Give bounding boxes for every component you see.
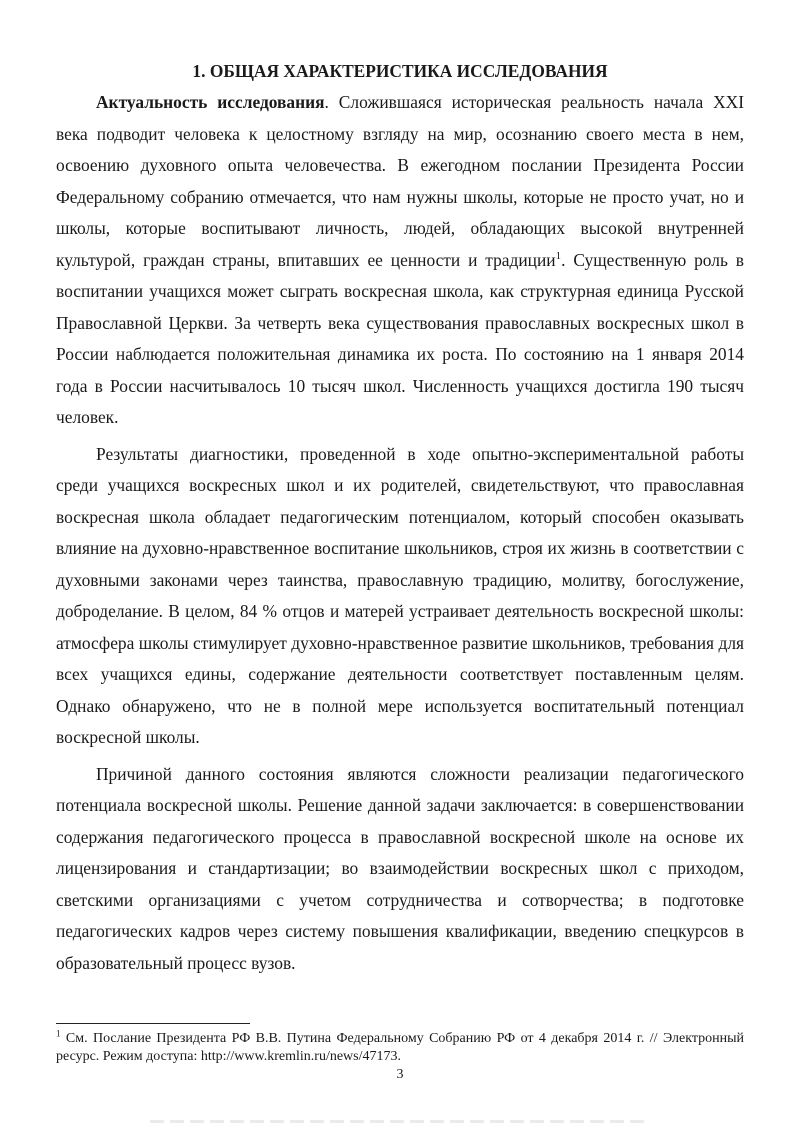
relevance-lead: Актуальность исследования: [96, 92, 325, 112]
paragraph-diagnostics: Результаты диагностики, проведенной в ходе опытно-экспериментальной работы среди учащихся воскресных школ и их родителей, свидетельствуют, что православная воскресная школа обладает педагогическим потенциалом, который способен оказывать влияние на духовно-нравственное воспитание школьников, строя их жизнь в соответствии с духовными законами через таинства, православную традицию, молитву, богослужение, доброделание. В целом, 84 % отцов и матерей устраивает деятельность воскресной школы: атмосфера школы стимулирует духовно-нравственное развитие школьников, требования для всех учащихся едины, содержание деятельности соответствует поставленным целям. Однако обнаружено, что не в полной мере используется воспитательный потенциал воскресной школы.: [56, 443, 744, 747]
footnote-reference[interactable]: 1: [555, 249, 562, 262]
paragraph-relevance: [56, 87, 744, 434]
footnote-text: См. Послание Президента РФ В.В. Путина Федеральному Собранию РФ от 4 декабря 2014 г. // Электронный ресурс. Режим доступа: http://www.kremlin.ru/news/47173.: [56, 1031, 744, 1064]
relevance-text: . Сложившаяся историческая реальность начала XXI века подводит человека к целостному взгляду на мир, осознанию своего места в нем, освоению духовного опыта человечества. В ежегодном послании Президента России Федеральному собранию отмечается, что нам нужны школы, которые не просто учат, но и школы, которые воспитывают личность, людей, обладающих высокой внутренней культурой, граждан страны, впитавших ее ценности и традиции: [56, 92, 744, 270]
section-heading: 1. ОБЩАЯ ХАРАКТЕРИСТИКА ИССЛЕДОВАНИЯ: [192, 61, 608, 81]
footnote: [56, 1030, 744, 1066]
main-text: [56, 58, 744, 984]
page-number: 3: [396, 1067, 404, 1082]
footnote-marker: 1: [56, 1028, 61, 1039]
relevance-tail: . Существенную роль в воспитании учащихся может сыграть воскресная школа, как структурная единица Русской Православной Церкви. За четверть века существования православных воскресных школ в России наблюдается положительная динамика их роста. По состоянию на 1 января 2014 года в России насчитывалось 10 тысяч школ. Численность учащихся достигла 190 тысяч человек.: [56, 249, 744, 427]
paragraph-causes: Причиной данного состояния являются сложности реализации педагогического потенциала воскресной школы. Решение данной задачи заключается: в совершенствовании содержания педагогического процесса в православной воскресной школе на основе их лицензирования и стандартизации; во взаимодействии воскресных школ с приходом, светскими организациями с учетом сотрудничества и сотворчества; в подготовке педагогических кадров через систему повышения квалификации, введению спецкурсов в образовательный процесс вузов.: [56, 763, 744, 973]
footnote-divider: [56, 1023, 250, 1024]
scan-artifact: [150, 1120, 650, 1123]
